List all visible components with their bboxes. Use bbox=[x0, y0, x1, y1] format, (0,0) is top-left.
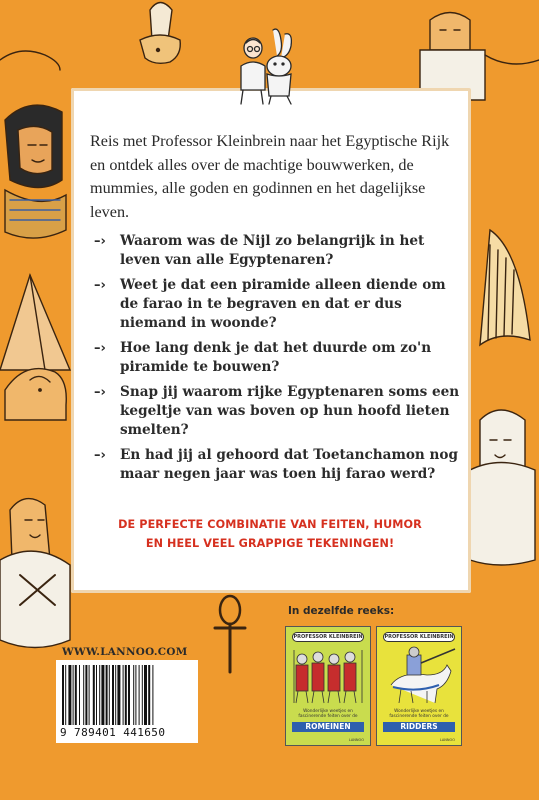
hand-doodle bbox=[0, 51, 60, 70]
barcode-bar bbox=[125, 665, 127, 725]
sphinx-icon bbox=[5, 369, 66, 420]
professor-rabbit-icon bbox=[229, 26, 303, 106]
book-blurb: Wonderlijke weetjes en fascinerende feiten over de bbox=[389, 709, 449, 719]
statue-icon bbox=[420, 13, 485, 101]
pharaoh-woman-icon bbox=[5, 105, 66, 238]
intro-text: Reis met Professor Kleinbrein naar het Egyptische Rijk en ontdek alles over de machtige bouwwerken, de mummies, alle goden en godinnen en het dagelijkse leven. bbox=[90, 132, 450, 221]
queen-icon bbox=[470, 410, 535, 565]
osiris-crown-icon bbox=[140, 3, 180, 64]
question-text: Waarom was de Nijl zo belangrijk in het leven van alle Egyptenaren? bbox=[120, 233, 425, 268]
barcode-bar bbox=[139, 665, 140, 725]
book-cover-ridders[interactable] bbox=[376, 626, 462, 746]
question-text: Snap jij waarom rijke Egyptenaren soms een kegeltje van was boven op hun hoofd lieten smelten? bbox=[120, 384, 460, 438]
knight-horse-illustration bbox=[381, 645, 457, 707]
book-brand: PROFESSOR KLEINBREIN bbox=[384, 634, 454, 640]
list-item bbox=[90, 446, 460, 484]
list-item bbox=[90, 232, 460, 270]
barcode-bar bbox=[117, 665, 120, 725]
book-title: ROMEINEN bbox=[292, 722, 364, 732]
series-label: In dezelfde reeks: bbox=[288, 605, 395, 617]
arrow-right-icon: –› bbox=[94, 234, 106, 249]
book-title: RIDDERS bbox=[383, 722, 455, 732]
barcode-bar bbox=[123, 665, 124, 725]
question-text: Weet je dat een piramide alleen diende om de farao in te begraven en dat er dus niemand in woonde? bbox=[120, 277, 446, 331]
book-cover-romeinen[interactable] bbox=[285, 626, 371, 746]
question-text: En had jij al gehoord dat Toetanchamon nog maar negen jaar was toen hij farao werd? bbox=[120, 447, 458, 482]
barcode-bar bbox=[79, 665, 80, 725]
pharaoh-icon bbox=[0, 499, 70, 648]
book-blurb: Wonderlijke weetjes en fascinerende feiten over de bbox=[298, 709, 358, 719]
tagline-line: DE PERFECTE COMBINATIE VAN FEITEN, HUMOR bbox=[118, 518, 422, 531]
arrow-right-icon: –› bbox=[94, 385, 106, 400]
barcode-bar bbox=[148, 665, 150, 725]
barcode-bar bbox=[93, 665, 95, 725]
barcode-bar bbox=[152, 665, 153, 725]
barcode-bar bbox=[62, 665, 64, 725]
barcode-bar bbox=[65, 665, 66, 725]
barcode-bar bbox=[133, 665, 134, 725]
barcode-bar bbox=[109, 665, 110, 725]
barcode-bar bbox=[144, 665, 147, 725]
roman-soldiers-illustration bbox=[290, 645, 366, 707]
barcode-bar bbox=[135, 665, 136, 725]
harp-icon bbox=[480, 230, 530, 345]
barcode-bar bbox=[68, 665, 71, 725]
list-item bbox=[90, 276, 460, 333]
hand-doodle bbox=[485, 55, 539, 64]
barcode-bar bbox=[106, 665, 108, 725]
barcode-bar bbox=[83, 665, 84, 725]
list-item bbox=[90, 383, 460, 440]
isbn-number: 9 789401 441650 bbox=[60, 726, 166, 739]
barcode-bar bbox=[75, 665, 77, 725]
barcode-bar bbox=[96, 665, 97, 725]
isbn-barcode bbox=[60, 665, 194, 725]
list-item bbox=[90, 339, 460, 377]
barcode-bar bbox=[101, 665, 104, 725]
barcode-bar bbox=[115, 665, 116, 725]
barcode-bar bbox=[142, 665, 143, 725]
tagline-line: EN HEEL VEEL GRAPPIGE TEKENINGEN! bbox=[145, 537, 395, 550]
barcode-bar bbox=[128, 665, 130, 725]
arrow-right-icon: –› bbox=[94, 341, 106, 356]
ankh-icon bbox=[215, 596, 245, 672]
book-publisher: LANNOO bbox=[348, 738, 364, 742]
question-text: Hoe lang denk je dat het duurde om zo'n piramide te bouwen? bbox=[120, 340, 432, 375]
barcode-bar bbox=[73, 665, 74, 725]
barcode-bar bbox=[85, 665, 87, 725]
arrow-right-icon: –› bbox=[94, 278, 106, 293]
barcode-bar bbox=[89, 665, 90, 725]
tagline bbox=[75, 515, 465, 553]
publisher-website: WWW.LANNOO.COM bbox=[62, 646, 188, 658]
barcode-bar bbox=[99, 665, 100, 725]
book-publisher: LANNOO bbox=[439, 738, 455, 742]
question-list bbox=[90, 232, 460, 490]
pyramid-icon bbox=[0, 275, 70, 370]
book-brand: PROFESSOR KLEINBREIN bbox=[293, 634, 363, 640]
arrow-right-icon: –› bbox=[94, 448, 106, 463]
barcode-bar bbox=[112, 665, 114, 725]
